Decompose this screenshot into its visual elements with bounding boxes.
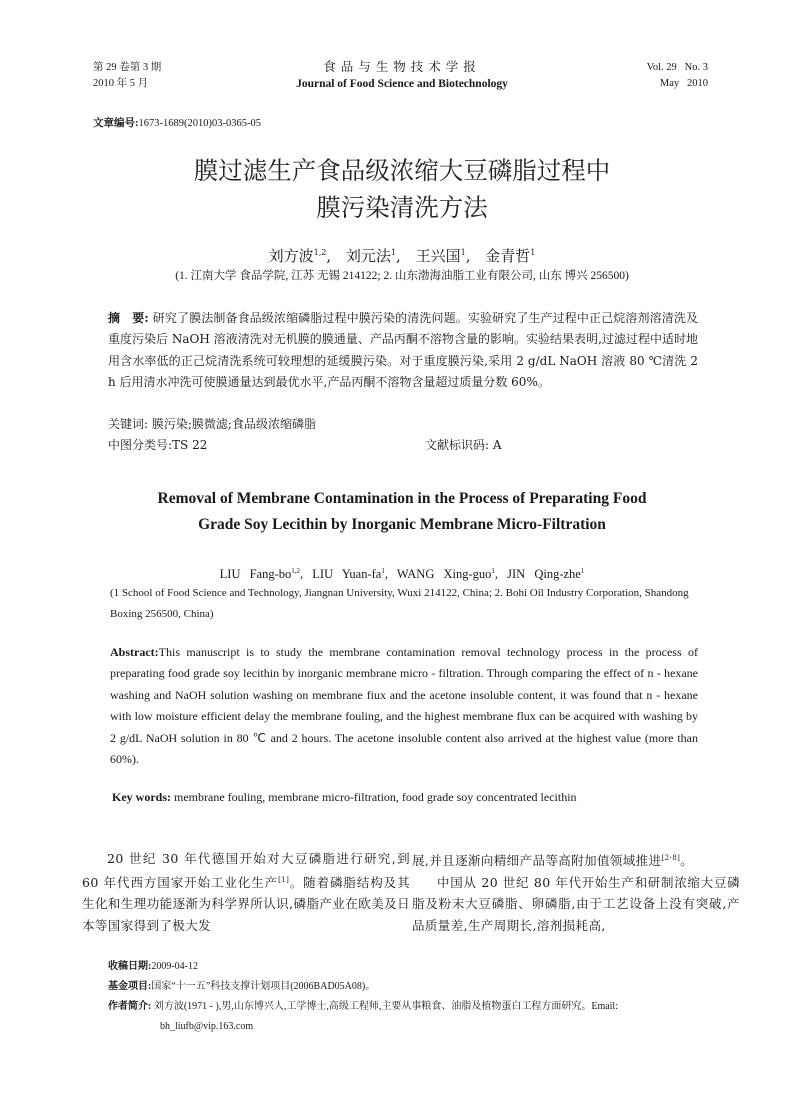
keywords-en-text: membrane fouling, membrane micro-filtration, food grade soy concentrated lecithin bbox=[171, 790, 577, 804]
fund-label: 基金项目: bbox=[108, 981, 152, 992]
article-number bbox=[93, 115, 261, 130]
title-cn-line1: 膜过滤生产食品级浓缩大豆磷脂过程中 bbox=[193, 156, 611, 185]
abstract-cn-label: 摘 要: bbox=[108, 311, 149, 325]
author-en: JIN Qing-zhe$^1$ bbox=[507, 567, 585, 581]
journal-name-en: Journal of Food Science and Biotechnology bbox=[296, 78, 508, 90]
abstract-cn-text: 研究了膜法制备食品级浓缩磷脂过程中膜污染的清洗问题。实验研究了生产过程中正己烷溶剂溶清洗及重度污染后 NaOH 溶液清洗对无机膜的膜通量、产品丙酮不溶物含量的影响。实验结果表明,过滤过程中适时地用含水率低的正己烷清洗系统可较理想的延缓膜污染。对于重度膜污染,采用 2 g/dL NaOH 溶液 80 ℃清洗 2 h 后用清水冲洗可使膜通量达到最优水平,产品丙酮不溶物含量超过质量分数 60%。 bbox=[108, 311, 698, 389]
author-en: LIU Fang-bo$^{1,2}$, bbox=[219, 567, 304, 581]
abstract-en-label: Abstract: bbox=[110, 645, 159, 659]
author-en: WANG Xing-guo$^1$, bbox=[396, 567, 499, 581]
keywords-cn-text: 膜污染;膜微滤;食品级浓缩磷脂 bbox=[148, 417, 316, 431]
body-paragraph: 展,并且逐渐向精细产品等高附加值领域推进[2-8]。 bbox=[412, 853, 694, 868]
volume-number: Vol. 29 No. 3 bbox=[646, 62, 708, 73]
authors-en bbox=[0, 562, 804, 583]
author-bio-value: 刘方波(1971 - ),男,山东博兴人,工学博士,高级工程师,主要从事粮食、油脂及植物蛋白工程方面研究。Email: bh_liufb@vip.163.com bbox=[151, 1001, 618, 1032]
citation-ref: [2-8] bbox=[661, 854, 681, 862]
abstract-en bbox=[110, 642, 698, 770]
issue-date-en: May 2010 bbox=[659, 78, 708, 89]
author-bio-label: 作者简介: bbox=[108, 1001, 152, 1012]
keywords-cn bbox=[108, 414, 698, 434]
author-cn: 王兴国$^1$, bbox=[415, 247, 471, 265]
doc-code-label: 文献标识码: bbox=[425, 438, 490, 452]
received-label: 收稿日期: bbox=[108, 961, 152, 972]
article-number-value: 1673-1689(2010)03-0365-05 bbox=[138, 118, 261, 129]
citation-ref: [1] bbox=[278, 875, 290, 884]
title-en bbox=[0, 486, 804, 538]
author-cn: 刘元法$^1$, bbox=[345, 247, 401, 265]
author-bio bbox=[108, 997, 708, 1037]
affiliation-en: (1 School of Food Science and Technology, Jiangnan University, Wuxi 214122, China; 2. Bohi Oil Industry Corporation, Shandong Boxing 256500, China) bbox=[110, 587, 689, 620]
body-paragraph: 中国从 20 世纪 80 年代开始生产和研制浓缩大豆磷脂及粉末大豆磷脂、卵磷脂,由于工艺设备上没有突破,产品质量差,生产周期长,溶剂损耗高, bbox=[412, 874, 740, 933]
issue-info-en bbox=[647, 60, 708, 92]
issue-date-cn: 2010 年 5 月 bbox=[93, 78, 149, 89]
affiliation-cn: (1. 江南大学 食品学院, 江苏 无锡 214122; 2. 山东渤海油脂工业有限公司, 山东 博兴 256500) bbox=[175, 270, 629, 282]
received-value: 2009-04-12 bbox=[151, 961, 199, 972]
issue-number-cn: 第 29 卷第 3 期 bbox=[93, 62, 162, 73]
keywords-en bbox=[112, 787, 702, 807]
keywords-cn-label: 关键词: bbox=[108, 417, 149, 431]
footnotes bbox=[108, 957, 708, 1037]
document-code bbox=[425, 435, 625, 455]
title-cn bbox=[0, 152, 804, 226]
article-number-label: 文章编号: bbox=[93, 118, 139, 129]
doc-code-value: A bbox=[489, 438, 502, 452]
title-cn-line2: 膜污染清洗方法 bbox=[316, 193, 488, 222]
keywords-en-label: Key words: bbox=[112, 790, 171, 804]
author-cn: 刘方波$^{1,2}$, bbox=[268, 247, 332, 265]
journal-name-cn: 食品与生物技术学报 bbox=[323, 59, 481, 74]
abstract-en-text: This manuscript is to study the membrane contamination removal technology process in the process of preparating food grade soy lecithin by inorganic membrane micro - filtration. Through comparing the effect of n - hexane washing and NaOH solution washing on membrane fiux and the acetone insoluble content, it was found that n - hexane with low moisture efficient delay the membrane fouling, and the highest membrane flux can be acquired with washing by 2 g/dL NaOH solution in 80 ℃ and 2 hours. The acetone insoluble content also arrived at the highest value (more than 60%). bbox=[110, 645, 698, 767]
body-column-right bbox=[412, 848, 740, 936]
body-paragraph: 20 世纪 30 年代德国开始对大豆磷脂进行研究,到 60 年代西方国家开始工业化生产[1]。随着磷脂结构及其生化和生理功能逐渐为科学界所认识,磷脂产业在欧美及日本等国家得到了极大发 bbox=[82, 851, 410, 933]
author-en: LIU Yuan-$fa^1$, bbox=[312, 567, 388, 581]
author-cn: 金青哲$^1$ bbox=[485, 247, 536, 265]
authors-cn bbox=[0, 243, 804, 266]
fund-value: 国家“十一五”科技支撑计划项目(2006BAD05A08)。 bbox=[151, 981, 376, 992]
received-date bbox=[108, 957, 708, 977]
abstract-cn bbox=[108, 308, 698, 393]
clc-label: 中图分类号: bbox=[108, 438, 173, 452]
body-column-left bbox=[82, 848, 410, 936]
fund-project bbox=[108, 977, 708, 997]
clc-value: TS 22 bbox=[172, 438, 208, 452]
title-en-line1: Removal of Membrane Contamination in the Process of Preparating Food bbox=[157, 490, 647, 507]
title-en-line2: Grade Soy Lecithin by Inorganic Membrane Micro-Filtration bbox=[198, 516, 606, 533]
